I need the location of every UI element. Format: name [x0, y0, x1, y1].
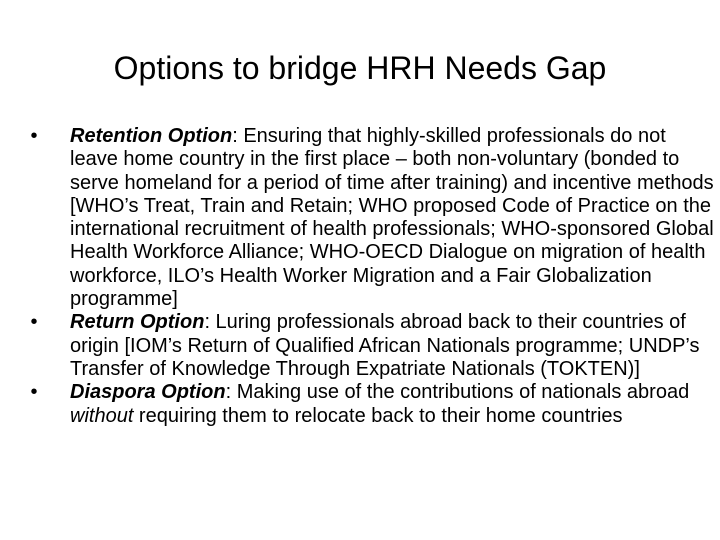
bullet-return-option	[24, 311, 714, 381]
bullet-lead: Diaspora Option	[70, 381, 226, 404]
bullet-lead: Return Option	[70, 311, 205, 334]
bullet-text: : Luring professionals abroad back to their countries of origin [IOM’s Return of Qualified African Nationals programme; UNDP’s Transfer of Knowledge Through Expatriate Nationals (TOKTEN)]	[70, 311, 700, 380]
bullet-text-after: requiring them to relocate back to their home countries	[133, 404, 623, 427]
bullet-retention-option	[24, 125, 714, 311]
bullet-diaspora-option	[24, 381, 714, 428]
bullet-dot-icon: •	[30, 381, 38, 404]
bullet-lead: Retention Option	[70, 125, 233, 147]
bullet-text: : Ensuring that highly-skilled professionals do not leave home country in the first place – both non-voluntary (bonded to serve homeland for a period of time after training) and incentive methods [WHO’s Treat, Train and Retain; WHO proposed Code of Practice on the international recruitment of health professionals; WHO-sponsored Global Health Workforce Alliance; WHO-OECD Dialogue on migration of health workforce, ILO’s Health Worker Migration and a Fair Globalization programme]	[70, 125, 714, 311]
bullet-emphasis: without	[70, 404, 134, 427]
bullet-list	[24, 125, 714, 428]
slide-title: Options to bridge HRH Needs Gap	[113, 50, 607, 86]
bullet-dot-icon: •	[30, 311, 38, 334]
bullet-dot-icon: •	[30, 125, 38, 147]
bullet-text-before: : Making use of the contributions of nationals abroad	[225, 381, 690, 404]
